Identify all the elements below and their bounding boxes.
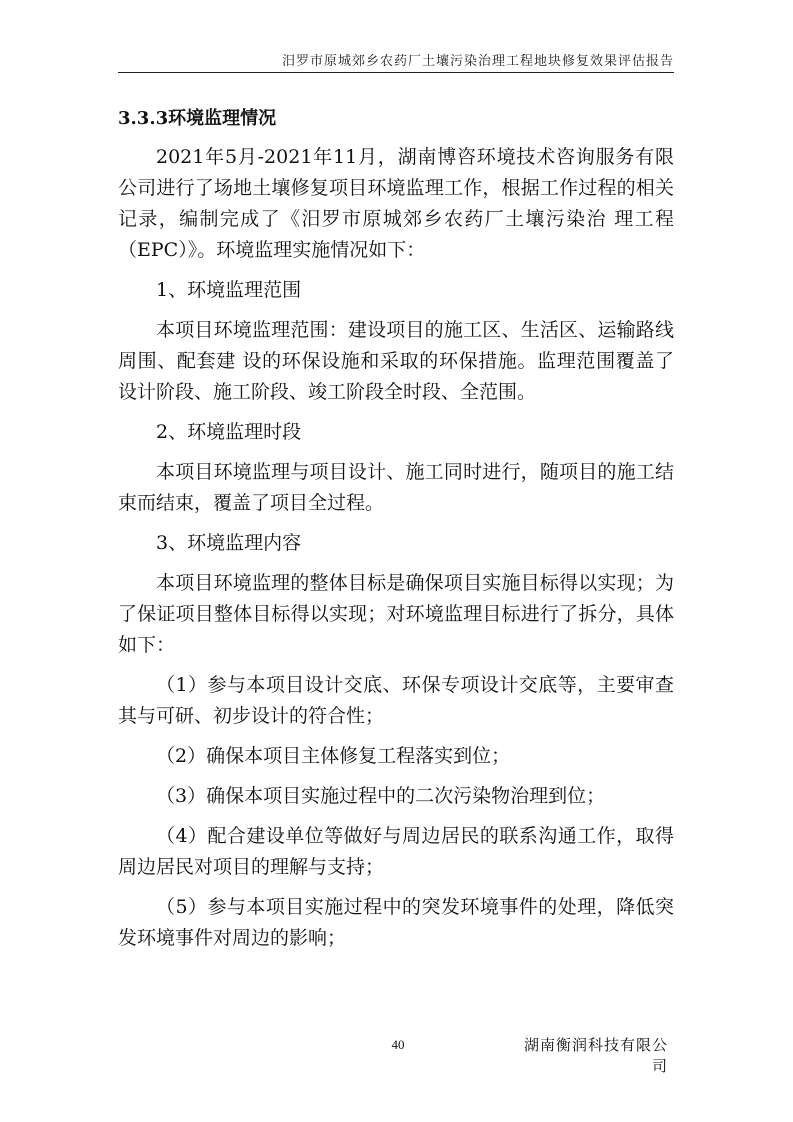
- list-item: （1）参与本项目设计交底、环保专项设计交底等，主要审查其与可研、初步设计的符合性；: [118, 674, 674, 727]
- paragraph-content: 本项目环境监理的整体目标是确保项目实施目标得以实现；为了保证项目整体目标得以实现；对环境监理目标进行了拆分，具体如下：: [118, 572, 674, 656]
- paragraph-period: 本项目环境监理与项目设计、施工同时进行，随项目的施工结束而结束，覆盖了项目全过程。: [118, 461, 674, 514]
- list-item: （3）确保本项目实施过程中的二次污染物治理到位；: [156, 785, 606, 807]
- list-item: （4）配合建设单位等做好与周边居民的联系沟通工作，取得周边居民对项目的理解与支持；: [118, 825, 674, 878]
- footer-company: 湖南衡润科技有限公司: [523, 1036, 668, 1075]
- section-heading: 3.3.3环境监理情况: [118, 108, 277, 129]
- header-divider: [118, 72, 674, 73]
- running-header: 汨罗市原城郊乡农药厂土壤污染治理工程地块修复效果评估报告: [281, 54, 674, 69]
- subheading-content: 3、环境监理内容: [156, 532, 302, 554]
- paragraph-intro: 2021年5月-2021年11月，湖南博咨环境技术咨询服务有限公司进行了场地土壤修复项目环境监理工作，根据工作过程的相关记录，编制完成了《汨罗市原城郊乡农药厂土壤污染治 理工程（EPC）》。环境监理实施情况如下：: [118, 146, 674, 261]
- paragraph-scope: 本项目环境监理范围：建设项目的施工区、生活区、运输路线周围、配套建 设的环保设施和采取的环保措施。监理范围覆盖了设计阶段、施工阶段、竣工阶段全时段、全范围。: [118, 319, 674, 403]
- page-number: 40: [391, 1037, 405, 1052]
- list-item: （2）确保本项目主体修复工程落实到位；: [156, 745, 511, 767]
- subheading-period: 2、环境监理时段: [156, 421, 302, 443]
- subheading-scope: 1、环境监理范围: [156, 279, 302, 301]
- list-item: （5）参与本项目实施过程中的突发环境事件的处理，降低突发环境事件对周边的影响；: [118, 896, 674, 949]
- body-text: [118, 142, 674, 963]
